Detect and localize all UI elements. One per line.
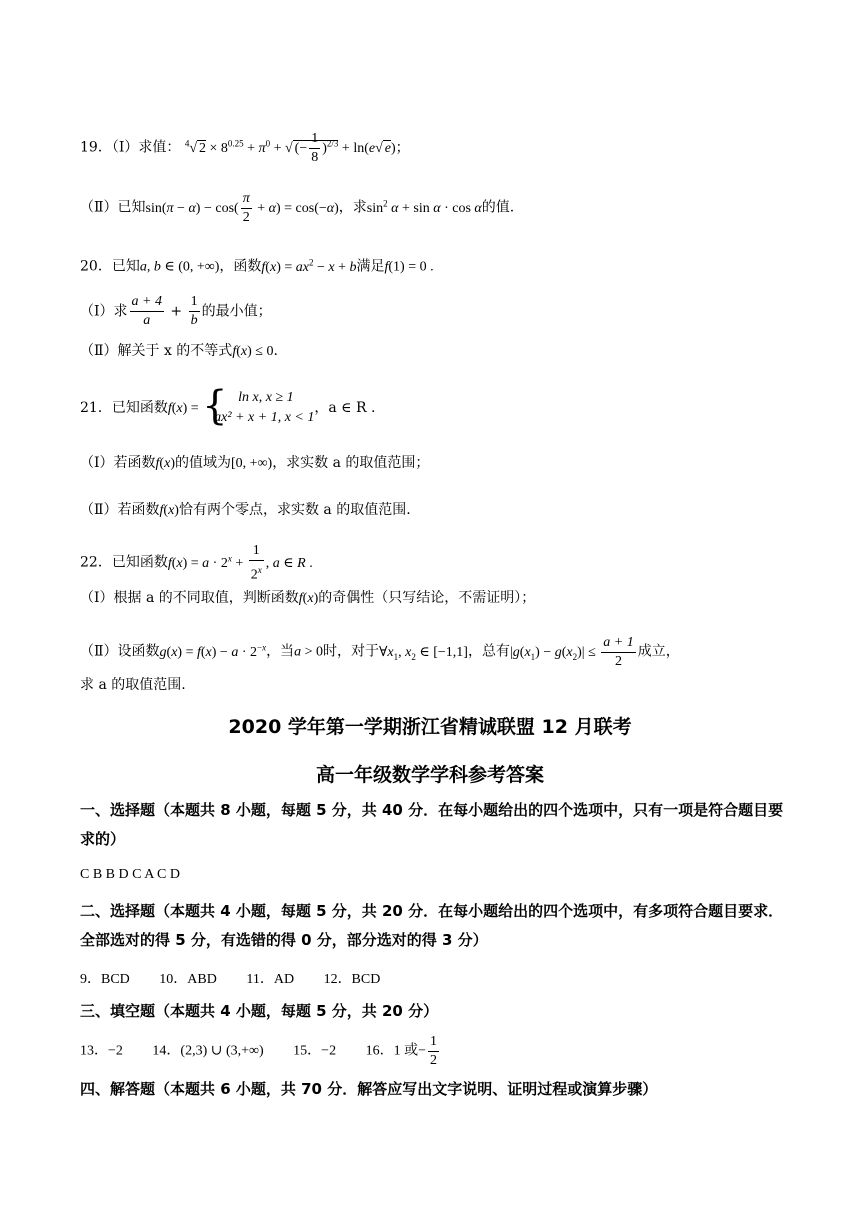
q22-part2-a: （Ⅱ）设函数 [80,643,160,660]
q21-part2-b: 恰有两个零点，求实数 a 的取值范围. [178,502,411,518]
q20-intro [80,252,434,278]
q21-tail: ，a ∈ R . [314,400,376,416]
q21-range: [0, +∞) [230,456,273,471]
q21-part1: （Ⅰ）若函数f(x)的值域为[0, +∞)，求实数 a 的取值范围； [80,455,430,471]
q20-intro-mid: ，函数 [219,258,262,275]
q19-target: $\sin^2 \alpha + \sin \alpha \cdot \cos \alpha$ [366,198,482,216]
q20-part1: （Ⅰ）求 $\frac{a + 4}{a}$ + $\frac{1}{b}$ 的最小值； [80,294,272,328]
q22-number: 22．已知函数 [80,554,168,571]
q22-part1-b: 的奇偶性（只写结论，不需证明）； [318,590,536,606]
q20-number: 20．已知 [80,258,140,275]
q19-part2-label: （Ⅱ）已知 [80,199,146,216]
q19-part1 [80,130,410,167]
q19-part2-tail: 的值. [481,199,515,216]
q20-condition: f(1) = 0 . [384,259,434,275]
q21-part1-b: 的值域为 [174,455,231,471]
answer-14-label: 14． [152,1043,181,1059]
answer-15: 15．−2 [293,1043,337,1059]
answer-16-fraction: $\frac{1}{2}$ [429,1034,437,1068]
q20-part1-label: （Ⅰ）求 [80,303,128,320]
q21-part1-a: （Ⅰ）若函数 [80,455,156,471]
q20-fraction-1: $\frac{a + 4}{a}$ [131,294,162,328]
q20-intro-tail: 满足 [356,258,385,275]
section-3-answers: 13．−2 14．(2,3) ∪ (3,+∞) 15．−2 16．1 或− $\frac{1}{2}$ [80,1034,437,1068]
q20-part1-tail: 的最小值； [201,303,272,320]
section-2-heading: 二、选择题（本题共 4 小题，每题 5 分，共 20 分．在每小题给出的四个选项中，有多项符合题目要求．全部选对的得 5 分，有选错的得 0 分，部分选对的得 3 分） [80,902,784,949]
q21-part2-a: （Ⅱ）若函数 [80,502,160,518]
q19-expression: $^4$√ $2 \times 8^{0.25} + \pi^0$ + √ (− $\frac{1}{8}$ )$^{2/3}$ + ln(e√ e)； [184,131,410,165]
q19-condition: sin(π − α) − cos( $\frac{\pi}{2}$ + α) = cos(−α) [145,191,339,225]
q20-function: $f(x) = ax^2 - x + b$ [261,257,357,275]
answer-16: 16．1 或 [365,1043,419,1059]
section-1-heading: 一、选择题（本题共 8 小题，每题 5 分，共 40 分．在每小题给出的四个选项中，只有一项是符合题目要求的） [80,801,784,848]
q22-part2-last: 求 a 的取值范围. [80,677,186,693]
q22-part2-d: ，总有 [467,643,510,660]
answer-12: 12．BCD [323,972,381,987]
section-3-heading: 三、填空题（本题共 4 小题，每题 5 分，共 20 分） [80,1002,439,1020]
q22-intro [80,542,313,585]
answer-9: 9．BCD [80,972,130,987]
q21-part1-c: ，求实数 a 的取值范围； [272,455,430,471]
section-4-heading: 四、解答题（本题共 6 小题，共 70 分．解答应写出文字说明、证明过程或演算步骤） [80,1080,658,1098]
answers-title-2: 高一年级数学学科参考答案 [315,764,544,786]
q22-part2: （Ⅱ）设函数$g(x) = f(x) - a \cdot 2^{-x}$，当a > 0时，对于$\forall x_1$, $x_2$ ∈ [−1,1]，总有$|g(x_1) - g(x_2)|$ ≤ $\frac{a + 1}{2}$ 成立， [80,635,680,669]
q22-part1-a: （Ⅰ）根据 a 的不同取值，判断函数 [80,590,299,606]
answers-title-1: 2020 学年第一学期浙江省精诚联盟 12 月联考 [228,716,632,738]
q19-part1-label: （Ⅰ）求值： [111,139,181,156]
q21-case-2: ax² + x + 1, x < 1 [214,410,315,425]
q20-domain: a, b ∈ (0, +∞) [139,259,220,275]
q22-part2-b: ，当 [266,643,295,660]
q20-fraction-2: $\frac{1}{b}$ [190,294,198,328]
q20-part2-text: （Ⅱ）解关于 x 的不等式 [80,343,233,359]
q19-part2 [80,190,514,227]
q21-piecewise [202,388,314,428]
section-2-answers [80,968,380,988]
q22-part1: （Ⅰ）根据 a 的不同取值，判断函数f(x)的奇偶性（只写结论，不需证明）； [80,590,536,606]
q21-case-1: { ln x, x ≥ 1 [238,390,294,405]
q21-number: 21．已知函数 [80,400,168,416]
q21-part2: （Ⅱ）若函数f(x)恰有两个零点，求实数 a 的取值范围. [80,502,411,518]
answer-13: 13．−2 [80,1043,123,1059]
answer-11: 11．AD [246,972,295,987]
q20-part2-tail: . [273,343,278,359]
q21-function-name: f(x) = [167,401,203,416]
q21-intro [80,388,375,428]
q22-function: $f(x) = a \cdot 2^x$ + $\frac{1}{2^x}$ , a ∈ R . [167,543,313,583]
q19-number: 19． [80,139,112,156]
section-1-answers: C B B D C A C D [80,867,180,882]
q22-part2-c: 时，对于 [322,643,379,660]
answer-10: 10．ABD [159,972,217,987]
q19-part2-mid: ，求 [338,199,367,216]
q22-part2-e: 成立， [637,643,680,660]
q20-inequality: f(x) ≤ 0 [232,344,274,359]
answer-14-value: (2,3) ∪ (3,+∞) [180,1043,264,1059]
q20-part2 [80,341,278,362]
